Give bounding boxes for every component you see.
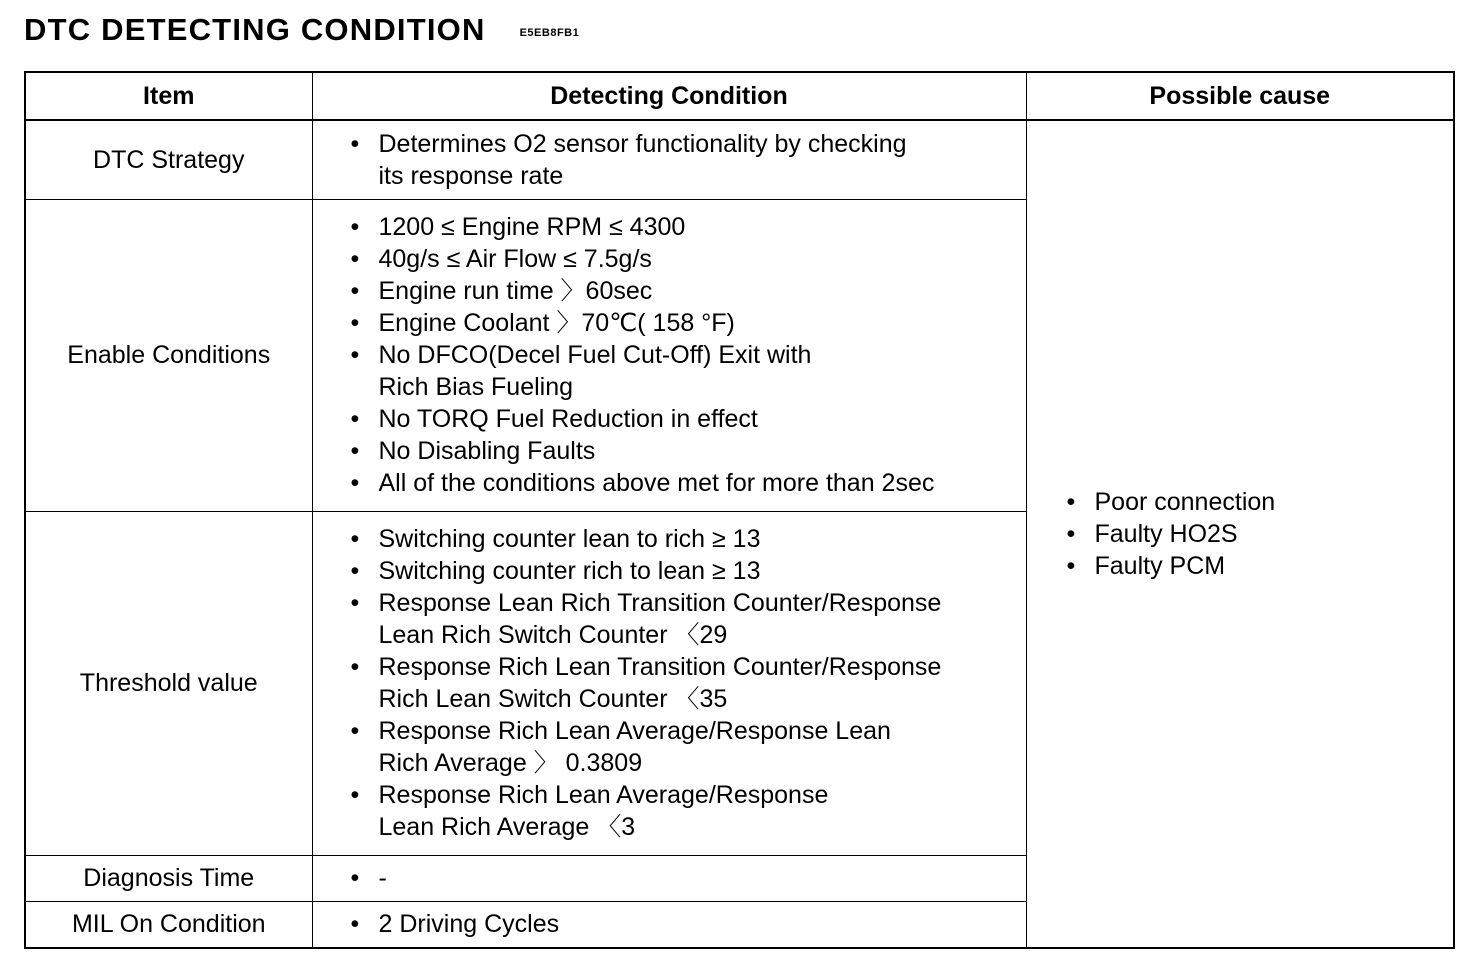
condition-bullet (349, 275, 1018, 307)
condition-bullet (349, 243, 1018, 275)
table-header-row (25, 72, 1454, 120)
condition-line: • Response Lean Rich Transition Counter/Response (378, 589, 942, 617)
condition-list (349, 128, 1018, 192)
condition-cell (312, 120, 1026, 199)
page-heading (24, 10, 579, 50)
condition-bullet (349, 651, 1018, 715)
condition-bullet (349, 862, 1018, 894)
condition-line: • 2 Driving Cycles (378, 910, 560, 939)
condition-line: Lean Rich Average 〈3 (378, 813, 636, 841)
possible-cause-cell (1026, 120, 1454, 948)
column-header-possible-cause: Possible cause (1026, 72, 1454, 120)
condition-line: • Switching counter lean to rich ≥ 13 (378, 525, 761, 553)
condition-line: Lean Rich Switch Counter 〈29 (378, 621, 728, 649)
condition-line: Rich Average 〉 0.3809 (378, 749, 643, 777)
condition-line: • 40g/s ≤ Air Flow ≤ 7.5g/s (378, 245, 652, 273)
condition-list (349, 211, 1018, 499)
condition-bullet (349, 779, 1018, 843)
condition-bullet (349, 435, 1018, 467)
condition-cell (312, 199, 1026, 511)
condition-bullet (349, 128, 1018, 192)
condition-bullet (349, 211, 1018, 243)
condition-cell (312, 855, 1026, 901)
condition-line: • No DFCO(Decel Fuel Cut-Off) Exit with (378, 341, 812, 369)
condition-line: • Determines O2 sensor functionality by checking (378, 129, 907, 158)
possible-cause-item: • Poor connection (1065, 486, 1454, 518)
row-dtc-strategy (25, 120, 1454, 199)
condition-bullet (349, 908, 1018, 940)
condition-bullet (349, 587, 1018, 651)
condition-line: • Response Rich Lean Transition Counter/Response (378, 653, 942, 681)
condition-list (349, 862, 1018, 894)
condition-cell (312, 901, 1026, 948)
condition-line: Rich Lean Switch Counter 〈35 (378, 685, 728, 713)
condition-line: • - (378, 864, 387, 892)
condition-bullet (349, 523, 1018, 555)
item-cell: Diagnosis Time (25, 855, 312, 901)
condition-list (349, 908, 1018, 940)
item-cell: Enable Conditions (25, 199, 312, 511)
column-header-item: Item (25, 72, 312, 120)
condition-line: • Switching counter rich to lean ≥ 13 (378, 557, 761, 585)
condition-line: • Engine Coolant 〉70℃( 158 °F) (378, 309, 735, 337)
page-title: DTC DETECTING CONDITION (24, 12, 486, 47)
condition-bullet (349, 715, 1018, 779)
condition-cell (312, 511, 1026, 855)
possible-cause-item: • Faulty PCM (1065, 550, 1454, 582)
condition-bullet (349, 403, 1018, 435)
document-code: E5EB8FB1 (519, 27, 580, 39)
condition-bullet (349, 555, 1018, 587)
condition-bullet (349, 467, 1018, 499)
dtc-condition-table (24, 71, 1455, 949)
condition-line: Rich Bias Fueling (378, 373, 574, 401)
possible-cause-item: • Faulty HO2S (1065, 518, 1454, 550)
item-cell: Threshold value (25, 511, 312, 855)
condition-list (349, 523, 1018, 843)
condition-bullet (349, 307, 1018, 339)
condition-line: • Engine run time 〉60sec (378, 277, 653, 305)
condition-line: its response rate (378, 161, 564, 190)
condition-line: • All of the conditions above met for more than 2sec (378, 469, 935, 497)
condition-line: • 1200 ≤ Engine RPM ≤ 4300 (378, 213, 686, 241)
column-header-detecting-condition: Detecting Condition (312, 72, 1026, 120)
condition-line: • No TORQ Fuel Reduction in effect (378, 405, 758, 433)
item-cell: MIL On Condition (25, 901, 312, 948)
possible-cause-list (1065, 486, 1454, 582)
condition-line: • Response Rich Lean Average/Response (378, 781, 829, 809)
item-cell: DTC Strategy (25, 120, 312, 199)
condition-bullet (349, 339, 1018, 403)
condition-line: • Response Rich Lean Average/Response Lean (378, 717, 891, 745)
condition-line: • No Disabling Faults (378, 437, 596, 465)
